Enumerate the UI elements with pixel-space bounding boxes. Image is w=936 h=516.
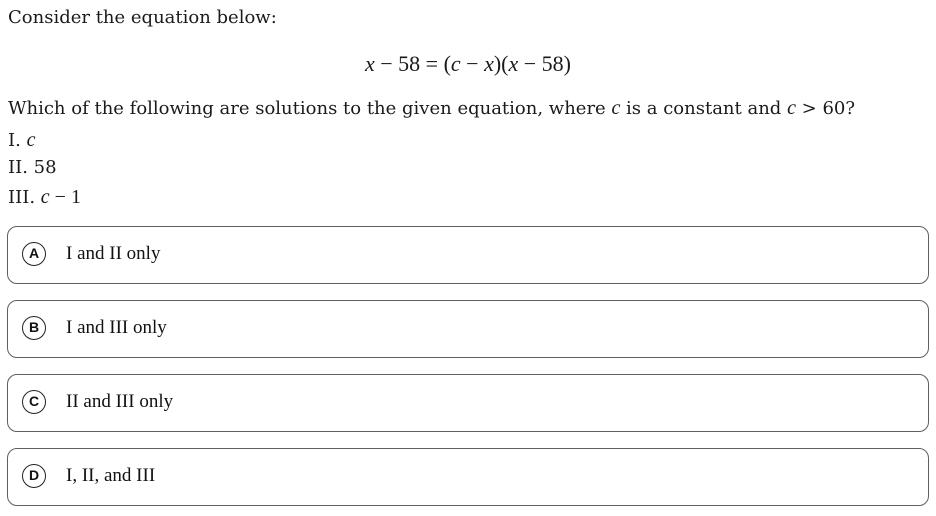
- equation-text: − 58 = (: [374, 51, 451, 76]
- question-text-part: Which of the following are solutions to the given equation, where: [8, 98, 612, 119]
- answer-choice-b[interactable]: [7, 300, 929, 358]
- answer-choice-d[interactable]: [7, 448, 929, 506]
- question-var-c: c: [611, 97, 621, 119]
- equation-text: − 58): [518, 51, 571, 76]
- answer-choice-a[interactable]: [7, 226, 929, 284]
- equation-var-x: x: [508, 51, 519, 76]
- choice-label: I and II only: [66, 243, 161, 264]
- question-text: [8, 96, 855, 121]
- equation: [0, 50, 936, 78]
- answer-choice-c[interactable]: [7, 374, 929, 432]
- statement-suffix: − 1: [49, 186, 81, 208]
- statement-3: [8, 185, 81, 210]
- choice-letter-badge: D: [22, 464, 46, 488]
- choice-label: II and III only: [66, 391, 174, 412]
- question-intro: Consider the equation below:: [8, 7, 277, 28]
- equation-text: −: [460, 51, 485, 76]
- question-var-c: c: [787, 97, 796, 119]
- statement-var-c: c: [26, 129, 36, 151]
- choice-letter-badge: B: [22, 316, 46, 340]
- statement-prefix: III.: [8, 187, 41, 208]
- statement-1: [8, 128, 35, 153]
- statement-prefix: I.: [8, 130, 27, 151]
- choice-letter-badge: C: [22, 390, 46, 414]
- choice-letter-badge: A: [22, 242, 46, 266]
- question-text-part: > 60?: [795, 98, 856, 119]
- question-text-part: is a constant and: [620, 98, 788, 119]
- statement-2: II. 58: [8, 157, 57, 178]
- choice-label: I, II, and III: [66, 465, 156, 486]
- equation-var-c: c: [450, 51, 461, 76]
- choice-label: I and III only: [66, 317, 167, 338]
- equation-var-x: x: [364, 51, 375, 76]
- equation-text: )(: [493, 51, 509, 76]
- equation-var-x: x: [484, 51, 494, 76]
- statement-var-c: c: [40, 186, 50, 208]
